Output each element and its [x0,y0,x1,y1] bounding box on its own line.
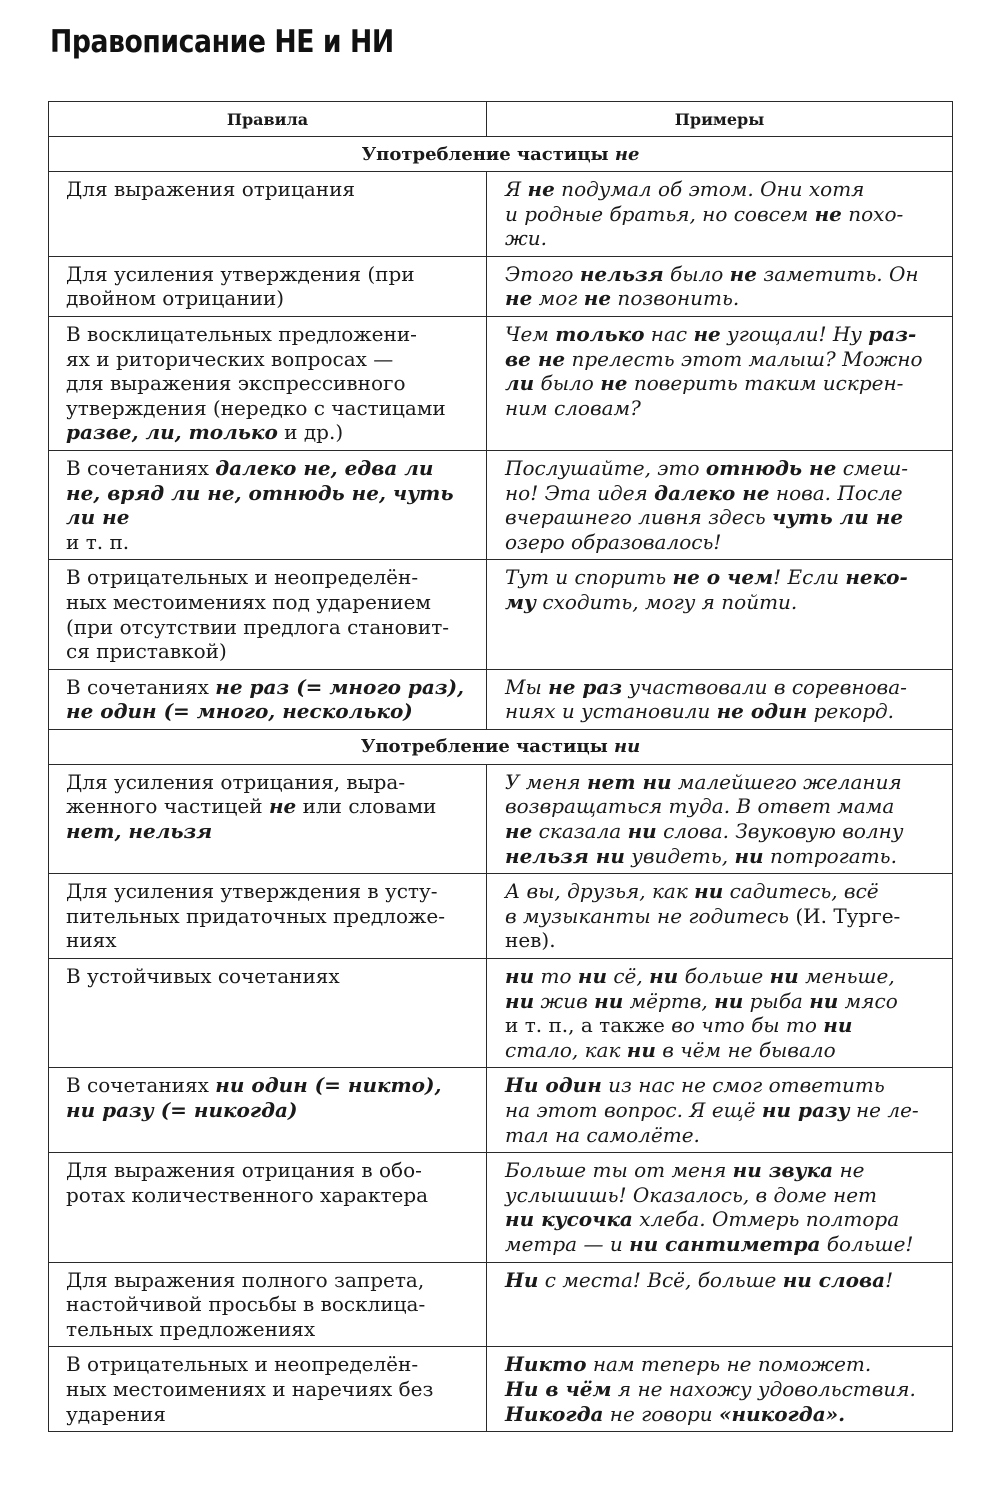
text-fragment: было [663,261,730,286]
text-fragment: с места! Всё, больше [538,1267,783,1292]
section-header-row [49,729,953,764]
text-fragment: сё, [606,964,650,989]
bold-fragment: ни слова [782,1267,886,1292]
bold-fragment: ни сантиметра [629,1231,821,1256]
bold-fragment: раз- [868,321,917,346]
bold-fragment: ли [505,371,535,396]
text-fragment: рыба [743,988,810,1013]
table-row [49,764,953,873]
text-fragment: мёртв, [623,988,715,1013]
bold-fragment: нет, нельзя [66,819,213,844]
bold-fragment: ни [769,964,799,989]
text-fragment: участвовали в соревнова- [622,674,907,699]
bold-fragment: Ни в чём [505,1376,612,1401]
text-fragment: больше [678,964,770,989]
bold-fragment: не [268,794,297,819]
bold-fragment: не, вряд ли не, отнюдь не, чуть [66,480,454,505]
text-fragment: ниях [66,928,117,953]
bold-fragment: неко- [845,565,908,590]
text-fragment: В сочетаниях [66,1073,216,1098]
example-cell [487,450,953,559]
table-row [49,560,953,669]
table-row [49,1153,953,1262]
text-fragment: то [534,964,578,989]
bold-fragment: Ни [505,1267,539,1292]
example-cell [487,256,953,316]
text-fragment: нас [644,321,694,346]
table-row [49,450,953,559]
bold-fragment: далеко не [654,480,770,505]
text-fragment: озеро образовалось! [505,529,722,554]
table-row [49,669,953,729]
text-fragment: хлеба. Отмерь полтора [632,1207,900,1232]
text-fragment: потрогать. [763,843,897,868]
rule-cell [49,1068,487,1153]
text-fragment: ротах количественного характера [66,1182,429,1207]
text-fragment: рекорд. [807,699,895,724]
text-fragment: Для выражения отрицания [66,177,356,201]
bold-fragment: только [555,321,645,346]
upright-fragment: нев). [505,928,556,953]
section-title-particle: не [614,143,640,165]
text-fragment: и т. п. [66,529,130,554]
text-fragment: ниях и установили [505,699,717,724]
text-fragment: В сочетаниях [66,674,216,699]
upright-fragment: и т. п., а также [505,1013,672,1038]
bold-fragment: ни [577,964,607,989]
bold-fragment: ни [626,1037,656,1062]
bold-fragment: не о чем [672,565,774,590]
example-cell [487,316,953,450]
text-fragment: нам теперь не поможет. [586,1352,872,1377]
text-fragment: но! Эта идея [505,480,655,505]
text-fragment: В устойчивых сочетаниях [66,964,340,989]
rule-cell [49,316,487,450]
bold-fragment: далеко не, едва ли [215,455,434,480]
bold-fragment: ни [594,988,624,1013]
rule-cell [49,1347,487,1432]
text-fragment: мясо [838,988,898,1013]
text-fragment: Для усиления утверждения в усту- [66,879,438,904]
bold-fragment: не раз (= много раз), [215,674,465,699]
column-header-rules: Правила [49,102,487,137]
text-fragment: малейшего желания [671,769,902,794]
text-fragment: Для усиления утверждения (при [66,261,415,286]
text-fragment: метра — и [505,1231,630,1256]
text-fragment: Этого [505,261,580,286]
rule-cell [49,959,487,1068]
bold-fragment: «никогда». [719,1401,846,1426]
text-fragment: из нас не смог ответить [601,1073,885,1098]
text-fragment: не [833,1158,865,1183]
rule-cell [49,874,487,959]
text-fragment: Чем [505,321,556,346]
text-fragment: пительных придаточных предложе- [66,903,445,928]
rule-cell [49,1262,487,1347]
bold-fragment: ни [809,988,839,1013]
bold-fragment: ни кусочка [505,1207,633,1232]
text-fragment: ! [885,1267,894,1292]
text-fragment: Я [505,177,528,201]
text-fragment: больше! [820,1231,914,1256]
bold-fragment: ни [714,988,744,1013]
column-header-examples: Примеры [487,102,953,137]
rule-cell [49,172,487,257]
rule-cell [49,669,487,729]
text-fragment: прелесть этот малыш? Можно [565,346,923,371]
text-fragment: жив [534,988,595,1013]
bold-fragment: нельзя ни [505,843,625,868]
bold-fragment: не один (= много, несколько) [66,699,413,724]
example-cell [487,669,953,729]
text-fragment: В восклицательных предложени- [66,321,417,346]
bold-fragment: ни [627,819,657,844]
text-fragment: Тут и спорить [505,565,673,590]
rule-cell [49,764,487,873]
bold-fragment: не [600,371,628,396]
bold-fragment: не [693,321,721,346]
bold-fragment: ни один (= никто), [215,1073,442,1098]
text-fragment: тельных предложениях [66,1316,316,1341]
text-fragment: не говори [603,1401,720,1426]
bold-fragment: нельзя [579,261,664,286]
table-row [49,256,953,316]
text-fragment: меньше, [798,964,895,989]
text-fragment: слова. Звуковую волну [656,819,904,844]
bold-fragment: ни [734,843,764,868]
text-fragment: нова. После [769,480,903,505]
table-row [49,959,953,1068]
text-fragment: настойчивой просьбы в восклица- [66,1292,426,1317]
table-row [49,1347,953,1432]
text-fragment: ним словам? [505,395,641,420]
rule-cell [49,1153,487,1262]
text-fragment: ных местоимениях под ударением [66,589,431,614]
example-cell [487,764,953,873]
bold-fragment: ли не [66,505,130,530]
text-fragment: В отрицательных и неопределён- [66,1352,419,1377]
bold-fragment: ни [694,879,724,904]
bold-fragment: ни разу [761,1098,850,1122]
text-fragment: вчерашнего ливня здесь [505,505,773,530]
section-title [49,137,953,172]
text-fragment: В сочетаниях [66,455,216,480]
text-fragment: похо- [841,201,904,226]
text-fragment: Для усиления отрицания, выра- [66,769,406,794]
bold-fragment: ни звука [732,1158,834,1183]
upright-fragment: (И. Турге- [795,903,901,928]
bold-fragment: ни [505,964,535,989]
text-fragment: Мы [505,674,549,699]
text-fragment: или словами [296,794,437,819]
bold-fragment: разве, ли, только [66,420,278,445]
text-fragment: (при отсутствии предлога становит- [66,614,450,639]
table-row [49,316,953,450]
text-fragment: Послушайте, это [505,455,706,480]
bold-fragment: не [814,201,842,226]
text-fragment: для выражения экспрессивного [66,371,406,396]
text-fragment: на этот вопрос. Я ещё [505,1098,762,1122]
text-fragment: было [534,371,601,396]
text-fragment: ! Если [773,565,846,590]
bold-fragment: му [505,589,536,614]
text-fragment: женного частицей [66,794,269,819]
text-fragment: услышишь! Оказалось, в доме нет [505,1182,878,1207]
bold-fragment: чуть ли не [772,505,904,530]
text-fragment: В отрицательных и неопределён- [66,565,419,590]
table-row [49,1068,953,1153]
bold-fragment: не [729,261,757,286]
text-fragment: поверить таким искрен- [627,371,904,396]
example-cell [487,1153,953,1262]
text-fragment: Для выражения отрицания в обо- [66,1158,422,1183]
text-fragment: и др.) [277,420,344,445]
table-row [49,1262,953,1347]
bold-fragment: Никогда [505,1401,604,1426]
rule-cell [49,450,487,559]
section-title-particle: ни [614,736,641,758]
bold-fragment: не [505,286,533,311]
table-row [49,172,953,257]
section-title-prefix: Употребление частицы [360,736,615,758]
section-title-prefix: Употребление частицы [361,143,615,165]
section-header-row [49,137,953,172]
bold-fragment: не один [716,699,808,724]
bold-fragment: отнюдь не [705,455,837,480]
text-fragment: Для выражения полного запрета, [66,1267,425,1292]
text-fragment: Больше ты от меня [505,1158,733,1183]
rule-cell [49,560,487,669]
bold-fragment: ве не [505,346,566,371]
example-cell [487,1347,953,1432]
table-row [49,874,953,959]
text-fragment: во что бы то [671,1013,824,1038]
bold-fragment: не [505,819,533,844]
text-fragment: смеш- [836,455,909,480]
text-fragment: двойном отрицании) [66,286,285,311]
text-fragment: сказала [532,819,628,844]
text-fragment: ях и риторических вопросах — [66,346,394,371]
text-fragment: А вы, друзья, как [505,879,695,904]
text-fragment: заметить. Он [756,261,919,286]
bold-fragment: ни [823,1013,853,1038]
text-fragment: возвращаться туда. В ответ мама [505,794,895,819]
example-cell [487,959,953,1068]
bold-fragment: не раз [548,674,623,699]
bold-fragment: ни [649,964,679,989]
text-fragment: я не нахожу удовольствия. [611,1376,916,1401]
text-fragment: садитесь, всё [723,879,879,904]
bold-fragment: Ни один [505,1073,602,1098]
bold-fragment: не [583,286,612,311]
text-fragment: стало, как [505,1037,627,1062]
table-header-row [49,102,953,137]
bold-fragment: Никто [505,1352,587,1377]
text-fragment: жи. [505,226,547,251]
text-fragment: угощали! Ну [720,321,869,346]
text-fragment: тал на самолёте. [505,1122,700,1147]
text-fragment: в чём не бывало [655,1037,836,1062]
text-fragment: ных местоимениях и наречиях без [66,1376,434,1401]
text-fragment: ся приставкой) [66,639,227,664]
text-fragment: ударения [66,1401,166,1426]
bold-fragment: нет ни [587,769,672,794]
example-cell [487,1262,953,1347]
text-fragment: позвонить. [611,286,740,311]
section-title [49,729,953,764]
rule-cell [49,256,487,316]
text-fragment: в музыканты не годитесь [505,903,796,928]
bold-fragment: не [527,177,555,201]
text-fragment: не ле- [849,1098,919,1122]
example-cell [487,172,953,257]
text-fragment: мог [532,286,584,311]
spelling-rules-table [48,101,953,1432]
example-cell [487,874,953,959]
example-cell [487,560,953,669]
bold-fragment: ни [505,988,535,1013]
text-fragment: и родные братья, но совсем [505,201,815,226]
text-fragment: увидеть, [624,843,735,868]
text-fragment: подумал об этом. Они хотя [554,177,865,201]
text-fragment: утверждения (нередко с частицами [66,395,446,420]
table-body [49,137,953,1432]
page-title: Правописание НЕ и НИ [50,24,394,60]
example-cell [487,1068,953,1153]
text-fragment: У меня [505,769,588,794]
text-fragment: сходить, могу я пойти. [535,589,798,614]
bold-fragment: ни разу (= никогда) [66,1098,298,1122]
